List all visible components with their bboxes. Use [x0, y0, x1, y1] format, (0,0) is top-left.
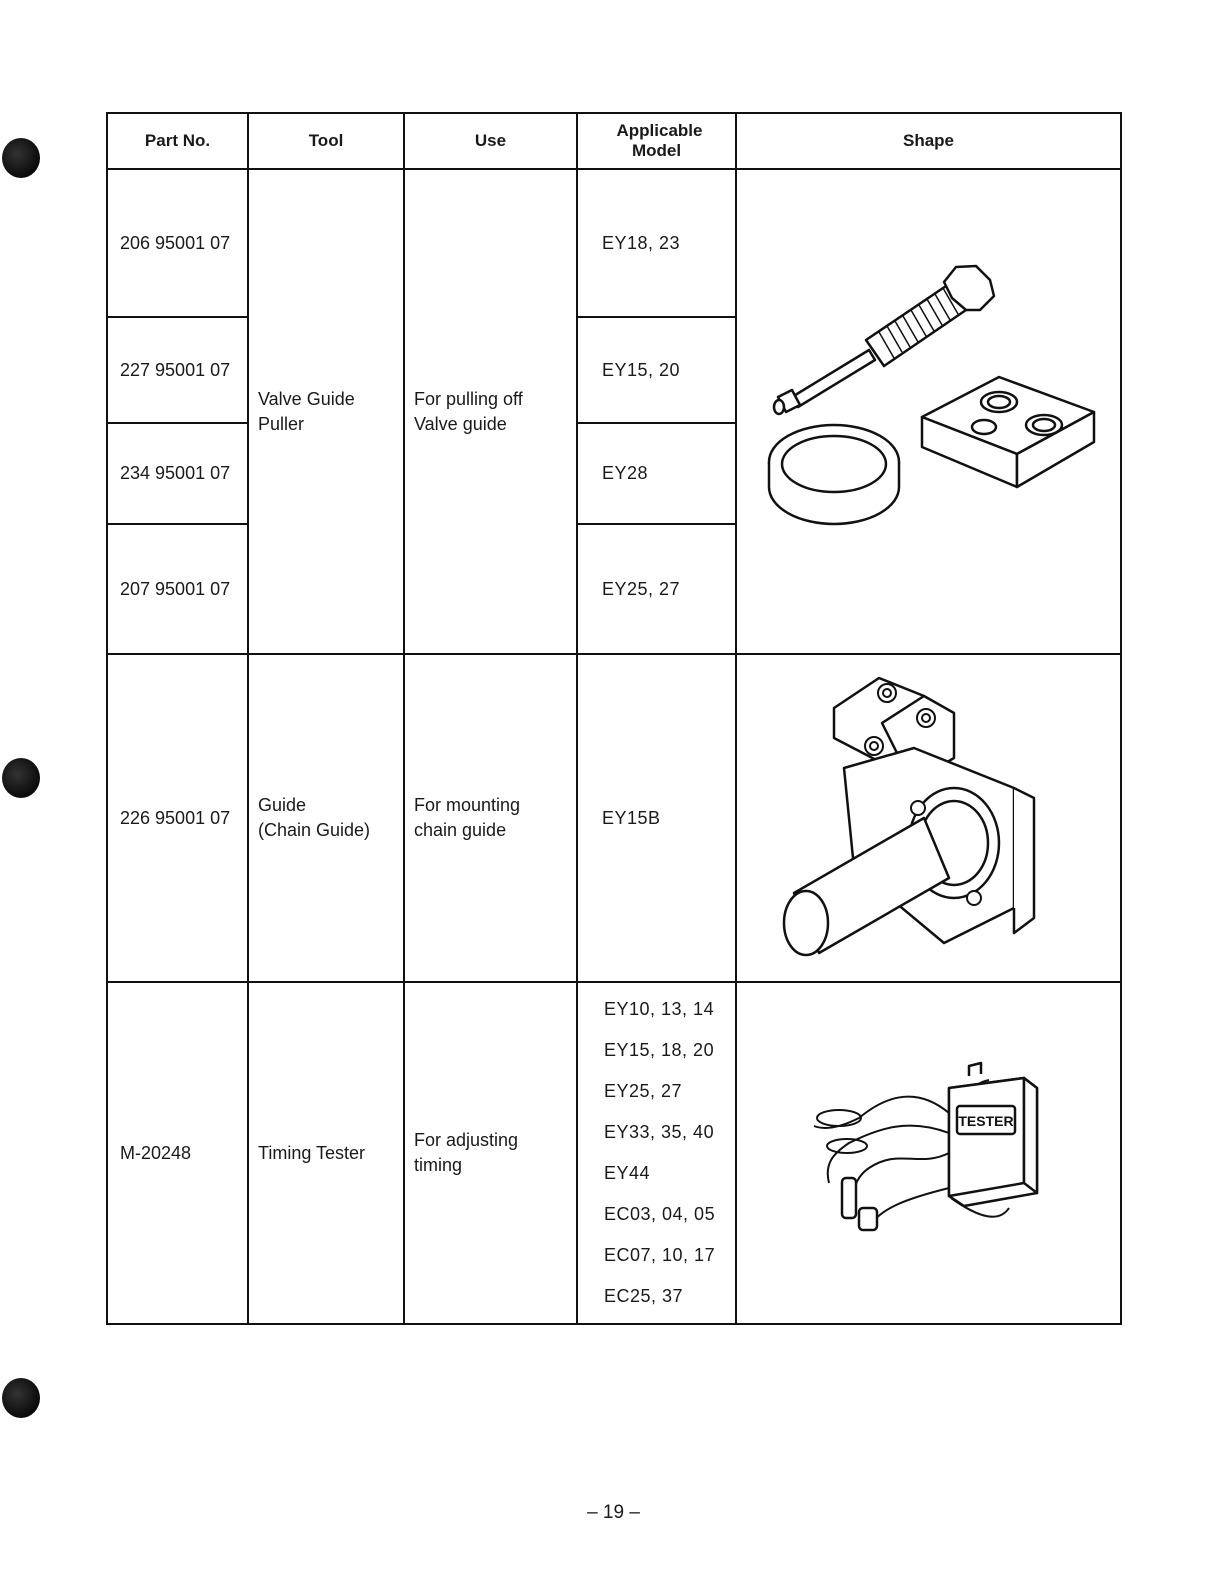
applicable-model: EY18, 23: [577, 169, 736, 317]
applicable-model: EY15B: [577, 654, 736, 982]
tool-use-timing-tester: For adjusting timing: [404, 982, 577, 1324]
list-item: EC25, 37: [604, 1286, 684, 1306]
list-item: EC07, 10, 17: [604, 1245, 716, 1265]
applicable-model-list: [577, 982, 736, 1324]
header-applicable-model: Applicable Model: [577, 113, 736, 169]
binder-hole-middle: [2, 758, 40, 798]
tool-name-chain-guide: Guide (Chain Guide): [248, 654, 404, 982]
table-header-row: [107, 113, 1121, 169]
table-row: [107, 982, 1121, 1324]
shape-timing-tester: [736, 982, 1121, 1324]
binder-hole-top: [2, 138, 40, 178]
list-item: EC03, 04, 05: [604, 1204, 716, 1224]
list-item: EY25, 27: [604, 1081, 683, 1101]
special-tools-table: [106, 112, 1122, 1325]
list-item: EY10, 13, 14: [604, 999, 715, 1019]
page-number: – 19 –: [587, 1502, 640, 1523]
timing-tester-illustration: [799, 1058, 1059, 1248]
chain-guide-illustration: [764, 668, 1094, 968]
list-item: EY15, 18, 20: [604, 1040, 715, 1060]
header-tool: Tool: [248, 113, 404, 169]
header-shape: Shape: [736, 113, 1121, 169]
part-number: 234 95001 07: [107, 423, 248, 524]
tester-label: TESTER: [957, 1113, 1014, 1129]
part-number: 227 95001 07: [107, 317, 248, 423]
applicable-model: EY28: [577, 423, 736, 524]
header-use: Use: [404, 113, 577, 169]
list-item: EY33, 35, 40: [604, 1122, 715, 1142]
valve-guide-puller-illustration: [744, 262, 1114, 562]
shape-chain-guide: [736, 654, 1121, 982]
table-row: [107, 654, 1121, 982]
shape-valve-guide-puller: [736, 169, 1121, 654]
binder-hole-bottom: [2, 1378, 40, 1418]
header-part-no: Part No.: [107, 113, 248, 169]
part-number: 226 95001 07: [107, 654, 248, 982]
tool-use-valve-guide: For pulling off Valve guide: [404, 169, 577, 654]
table-row: [107, 169, 1121, 317]
tool-use-chain-guide: For mounting chain guide: [404, 654, 577, 982]
tool-name-valve-guide-puller: Valve Guide Puller: [248, 169, 404, 654]
part-number: M-20248: [107, 982, 248, 1324]
applicable-model: EY15, 20: [577, 317, 736, 423]
part-number: 207 95001 07: [107, 524, 248, 654]
list-item: EY44: [604, 1163, 651, 1183]
tool-name-timing-tester: Timing Tester: [248, 982, 404, 1324]
applicable-model: EY25, 27: [577, 524, 736, 654]
part-number: 206 95001 07: [107, 169, 248, 317]
